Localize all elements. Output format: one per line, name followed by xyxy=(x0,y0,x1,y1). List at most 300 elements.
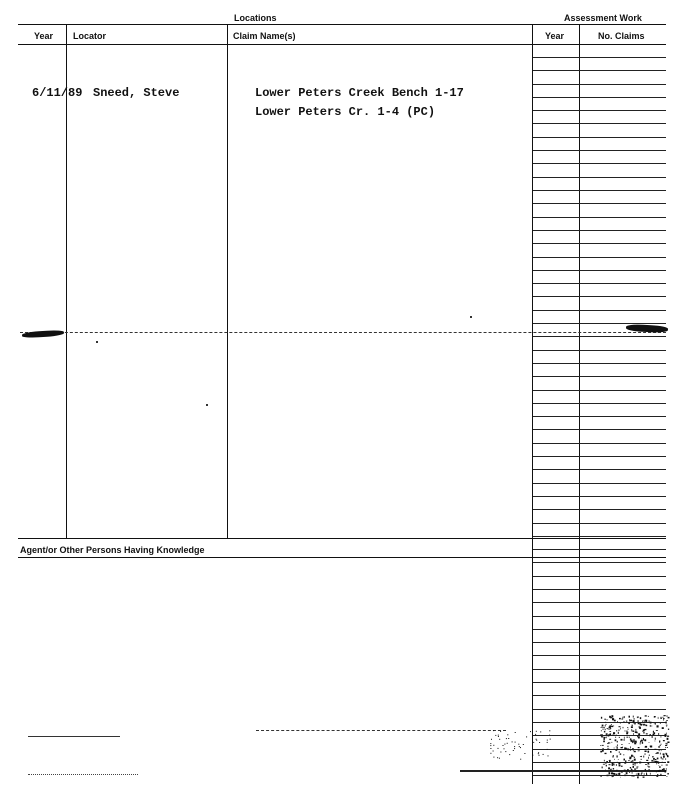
noise-speck xyxy=(607,775,609,777)
noise-speck xyxy=(617,721,618,723)
noise-speck xyxy=(610,770,611,772)
noise-speck xyxy=(498,736,499,737)
noise-speck xyxy=(667,761,669,763)
entry-claim-name: Lower Peters Cr. 1-4 (PC) xyxy=(255,105,436,119)
noise-speck xyxy=(629,757,631,759)
noise-speck xyxy=(651,726,653,727)
noise-speck xyxy=(634,769,636,770)
noise-speck xyxy=(645,746,647,747)
noise-speck xyxy=(609,760,611,762)
noise-speck xyxy=(648,751,650,753)
noise-speck xyxy=(641,773,642,775)
noise-speck xyxy=(639,727,641,729)
locator-column-header: Locator xyxy=(73,31,107,41)
noise-speck xyxy=(612,776,613,777)
ledger-line xyxy=(533,203,666,204)
ledger-line xyxy=(533,84,666,85)
noise-speck xyxy=(642,739,643,740)
noise-speck xyxy=(662,727,664,729)
noise-speck xyxy=(607,748,609,749)
noise-speck xyxy=(650,725,651,727)
ledger-line xyxy=(533,390,666,391)
noise-speck xyxy=(631,740,633,742)
noise-speck xyxy=(662,769,664,770)
noise-speck xyxy=(519,746,520,747)
noise-speck xyxy=(608,734,609,736)
noise-speck xyxy=(490,743,491,744)
noise-speck xyxy=(624,762,626,763)
bottom-faint-line xyxy=(28,774,138,775)
noise-speck xyxy=(666,735,667,736)
ledger-line xyxy=(533,456,666,457)
entry-claim-name: Lower Peters Creek Bench 1-17 xyxy=(255,86,464,100)
noise-speck xyxy=(644,754,646,755)
noise-speck xyxy=(650,746,652,748)
noise-speck xyxy=(654,749,656,750)
noise-speck xyxy=(506,738,507,739)
noise-speck xyxy=(500,752,501,753)
noise-speck xyxy=(618,732,619,734)
noise-speck xyxy=(619,765,621,767)
ledger-line xyxy=(533,496,666,497)
noise-speck xyxy=(538,752,539,753)
noise-speck xyxy=(624,759,626,761)
noise-speck xyxy=(625,748,627,750)
noise-speck xyxy=(619,737,620,738)
noise-speck xyxy=(631,769,632,770)
noise-speck xyxy=(635,771,637,772)
noise-speck xyxy=(633,741,634,743)
ledger-line xyxy=(533,190,666,191)
noise-speck xyxy=(616,735,617,736)
noise-speck xyxy=(600,776,602,777)
noise-speck xyxy=(638,750,639,751)
noise-speck xyxy=(493,757,494,758)
noise-speck xyxy=(624,774,625,776)
noise-speck xyxy=(611,772,613,774)
noise-speck xyxy=(634,718,635,719)
noise-speck xyxy=(638,733,640,735)
noise-speck xyxy=(505,751,506,752)
speck xyxy=(470,316,472,318)
ledger-line xyxy=(533,296,666,297)
ledger-line xyxy=(533,589,666,590)
ledger-line xyxy=(533,682,666,683)
noise-speck xyxy=(660,736,661,737)
table-bottom-rule xyxy=(18,538,666,539)
entry-locator: Sneed, Steve xyxy=(93,86,180,100)
noise-speck xyxy=(666,720,668,721)
noise-speck xyxy=(601,727,602,728)
noise-speck xyxy=(514,748,515,749)
noise-speck xyxy=(614,764,615,766)
noise-speck xyxy=(659,770,661,771)
noise-speck xyxy=(629,743,630,744)
noise-speck xyxy=(611,715,613,717)
noise-speck xyxy=(663,753,665,755)
noise-speck xyxy=(666,753,667,755)
noise-speck xyxy=(607,746,608,747)
noise-speck xyxy=(540,731,541,732)
noise-speck xyxy=(608,742,609,743)
noise-speck xyxy=(491,739,492,740)
assessment-year-column-header: Year xyxy=(545,31,565,41)
noise-speck xyxy=(619,718,621,719)
noise-speck xyxy=(643,777,645,778)
noise-speck xyxy=(600,751,602,753)
scan-noise xyxy=(480,715,670,785)
noise-speck xyxy=(640,724,641,725)
noise-speck xyxy=(637,776,639,778)
noise-speck xyxy=(620,777,621,778)
noise-speck xyxy=(609,764,611,765)
noise-speck xyxy=(646,774,647,776)
noise-speck xyxy=(663,718,665,719)
noise-speck xyxy=(644,721,645,722)
noise-speck xyxy=(509,754,510,755)
noise-speck xyxy=(600,735,602,736)
noise-speck xyxy=(624,737,625,739)
noise-speck xyxy=(659,750,660,751)
noise-speck xyxy=(636,762,638,763)
noise-speck xyxy=(524,753,525,754)
noise-speck xyxy=(644,722,645,724)
noise-speck xyxy=(631,749,633,750)
noise-speck xyxy=(507,734,508,735)
noise-speck xyxy=(627,737,628,738)
noise-speck xyxy=(656,730,658,731)
noise-speck xyxy=(661,757,662,759)
noise-speck xyxy=(617,741,618,743)
noise-speck xyxy=(490,745,491,746)
noise-speck xyxy=(611,726,613,727)
noise-speck xyxy=(649,720,650,722)
noise-speck xyxy=(609,739,611,740)
noise-speck xyxy=(507,743,508,744)
noise-speck xyxy=(625,731,626,732)
noise-speck xyxy=(618,773,619,774)
noise-speck xyxy=(611,724,612,725)
noise-speck xyxy=(630,749,631,751)
noise-speck xyxy=(632,725,633,726)
noise-speck xyxy=(539,742,540,743)
noise-speck xyxy=(667,738,669,740)
noise-speck xyxy=(653,758,654,760)
noise-speck xyxy=(605,719,606,720)
noise-speck xyxy=(622,747,623,749)
noise-speck xyxy=(665,747,666,748)
noise-speck xyxy=(642,721,643,722)
noise-speck xyxy=(660,753,661,755)
ledger-line xyxy=(533,669,666,670)
ledger-line xyxy=(533,163,666,164)
noise-speck xyxy=(490,748,491,749)
noise-speck xyxy=(520,747,521,748)
noise-speck xyxy=(664,715,665,716)
ledger-line xyxy=(533,217,666,218)
noise-speck xyxy=(641,740,643,742)
noise-speck xyxy=(638,736,640,738)
locator-claims-divider xyxy=(227,24,228,538)
noise-speck xyxy=(518,744,519,745)
noise-speck xyxy=(655,741,656,742)
noise-speck xyxy=(499,758,500,759)
noise-speck xyxy=(515,742,516,743)
noise-speck xyxy=(647,764,649,765)
noise-speck xyxy=(631,729,632,730)
noise-speck xyxy=(618,759,619,760)
agent-rule xyxy=(18,557,666,558)
noise-speck xyxy=(606,720,608,721)
noise-speck xyxy=(613,764,614,765)
ledger-line xyxy=(533,123,666,124)
noise-speck xyxy=(520,759,521,760)
noise-speck xyxy=(620,723,621,724)
noise-speck xyxy=(659,765,660,766)
noise-speck xyxy=(642,724,643,725)
noise-speck xyxy=(605,770,606,771)
noise-speck xyxy=(604,737,605,739)
noise-speck xyxy=(631,755,633,757)
speck xyxy=(206,404,208,406)
noise-speck xyxy=(624,716,625,718)
noise-speck xyxy=(605,725,606,727)
noise-speck xyxy=(629,719,630,721)
noise-speck xyxy=(513,750,514,751)
noise-speck xyxy=(616,774,617,775)
noise-speck xyxy=(601,727,602,728)
noise-speck xyxy=(645,769,646,770)
noise-speck xyxy=(635,764,636,766)
noise-speck xyxy=(604,731,605,733)
noise-speck xyxy=(536,740,537,741)
noise-speck xyxy=(616,764,617,766)
noise-speck xyxy=(643,740,645,741)
noise-speck xyxy=(655,759,657,760)
noise-speck xyxy=(654,724,655,725)
noise-speck xyxy=(498,735,499,736)
noise-speck xyxy=(628,760,629,761)
noise-speck xyxy=(665,734,667,736)
noise-speck xyxy=(634,759,636,761)
noise-speck xyxy=(601,717,602,719)
noise-speck xyxy=(617,747,619,748)
noise-speck xyxy=(616,749,618,751)
noise-speck xyxy=(622,744,623,745)
noise-speck xyxy=(651,760,652,762)
ledger-line xyxy=(533,243,666,244)
noise-speck xyxy=(666,768,667,770)
noise-speck xyxy=(493,751,494,752)
ledger-line xyxy=(533,110,666,111)
left-ink-mark xyxy=(22,330,64,339)
noise-speck xyxy=(613,768,614,769)
noise-speck xyxy=(627,732,629,733)
ledger-line xyxy=(533,257,666,258)
noise-speck xyxy=(623,727,624,728)
noise-speck xyxy=(514,746,515,747)
noise-speck xyxy=(609,772,611,774)
ledger-line xyxy=(533,230,666,231)
ledger-line xyxy=(533,336,666,337)
noise-speck xyxy=(498,748,499,749)
noise-speck xyxy=(604,760,605,762)
noise-speck xyxy=(640,756,641,757)
noise-speck xyxy=(602,748,604,749)
noise-speck xyxy=(626,772,628,774)
noise-speck xyxy=(627,769,629,771)
noise-speck xyxy=(642,772,643,774)
noise-speck xyxy=(493,730,494,731)
noise-speck xyxy=(512,741,513,742)
ledger-line xyxy=(533,429,666,430)
noise-speck xyxy=(636,729,637,731)
noise-speck xyxy=(617,745,618,746)
noise-speck xyxy=(612,718,614,720)
noise-speck xyxy=(633,776,635,777)
noise-speck xyxy=(666,733,667,734)
noise-speck xyxy=(603,741,605,743)
noise-speck xyxy=(644,773,645,775)
noise-speck xyxy=(658,733,659,735)
noise-speck xyxy=(616,730,617,731)
noise-speck xyxy=(650,722,652,724)
entry-date: 6/11/89 xyxy=(32,86,83,100)
noise-speck xyxy=(634,743,636,745)
noise-speck xyxy=(606,737,607,739)
noise-speck xyxy=(653,734,655,735)
noise-speck xyxy=(637,767,638,769)
noise-speck xyxy=(661,717,662,718)
noise-speck xyxy=(619,726,621,727)
noise-speck xyxy=(628,729,629,730)
noise-speck xyxy=(648,716,649,717)
noise-speck xyxy=(490,753,491,754)
noise-speck xyxy=(619,775,620,776)
ledger-line xyxy=(533,137,666,138)
noise-speck xyxy=(535,734,536,735)
noise-speck xyxy=(523,744,524,745)
noise-speck xyxy=(667,747,668,748)
ledger-line xyxy=(533,602,666,603)
ledger-line xyxy=(533,270,666,271)
noise-speck xyxy=(624,770,626,771)
no-claims-column-header: No. Claims xyxy=(598,31,645,41)
noise-speck xyxy=(653,731,654,732)
noise-speck xyxy=(538,753,539,754)
noise-speck xyxy=(666,726,667,727)
noise-speck xyxy=(503,745,504,746)
noise-speck xyxy=(619,751,620,753)
noise-speck xyxy=(608,767,610,769)
noise-speck xyxy=(549,730,550,731)
noise-speck xyxy=(606,761,608,762)
noise-speck xyxy=(613,775,614,777)
noise-speck xyxy=(645,715,646,716)
noise-speck xyxy=(515,732,516,733)
noise-speck xyxy=(497,757,498,758)
ledger-line xyxy=(533,350,666,351)
noise-speck xyxy=(530,731,531,732)
noise-speck xyxy=(656,776,658,777)
noise-speck xyxy=(616,770,617,771)
bottom-faint-line xyxy=(28,736,120,737)
noise-speck xyxy=(639,723,640,724)
ledger-line xyxy=(533,576,666,577)
noise-speck xyxy=(643,756,644,758)
noise-speck xyxy=(539,755,540,756)
ledger-line xyxy=(533,376,666,377)
noise-speck xyxy=(631,773,633,774)
claim-names-column-header: Claim Name(s) xyxy=(233,31,296,41)
noise-speck xyxy=(624,754,625,755)
noise-speck xyxy=(643,732,644,733)
noise-speck xyxy=(532,755,533,756)
noise-speck xyxy=(635,741,637,743)
noise-speck xyxy=(657,752,658,754)
noise-speck xyxy=(661,750,662,751)
noise-speck xyxy=(654,716,656,717)
noise-speck xyxy=(608,729,609,730)
noise-speck xyxy=(645,764,647,765)
ledger-line xyxy=(533,177,666,178)
noise-speck xyxy=(606,765,607,767)
noise-speck xyxy=(633,763,634,765)
noise-speck xyxy=(623,722,625,723)
noise-speck xyxy=(637,721,639,722)
noise-speck xyxy=(610,728,611,729)
noise-speck xyxy=(621,766,622,767)
noise-speck xyxy=(621,747,623,748)
noise-speck xyxy=(637,767,639,768)
noise-speck xyxy=(654,761,655,763)
noise-speck xyxy=(622,772,623,773)
agent-label: Agent/or Other Persons Having Knowledge xyxy=(20,545,205,555)
assessment-year-divider xyxy=(579,24,580,784)
mid-separator xyxy=(20,332,666,333)
noise-speck xyxy=(499,739,500,740)
noise-speck xyxy=(602,745,604,746)
ledger-line xyxy=(533,323,666,324)
noise-speck xyxy=(628,723,629,724)
noise-speck xyxy=(646,733,648,734)
header-bottom-rule xyxy=(18,44,666,45)
noise-speck xyxy=(602,767,603,769)
noise-speck xyxy=(626,721,627,722)
noise-speck xyxy=(650,773,651,775)
noise-speck xyxy=(605,753,607,754)
noise-speck xyxy=(609,726,611,728)
ledger-line xyxy=(533,97,666,98)
ledger-line xyxy=(533,70,666,71)
noise-speck xyxy=(641,759,643,760)
noise-speck xyxy=(648,766,650,767)
noise-speck xyxy=(606,733,608,735)
noise-speck xyxy=(653,761,655,762)
noise-speck xyxy=(605,763,607,764)
noise-speck xyxy=(657,725,659,727)
ledger-line xyxy=(533,549,666,550)
noise-speck xyxy=(602,750,604,752)
noise-speck xyxy=(650,734,651,735)
ledger-line xyxy=(533,523,666,524)
noise-speck xyxy=(633,740,634,742)
noise-speck xyxy=(629,759,631,760)
noise-speck xyxy=(655,738,656,740)
noise-speck xyxy=(632,760,633,762)
noise-speck xyxy=(659,740,660,742)
ledger-line xyxy=(533,57,666,58)
